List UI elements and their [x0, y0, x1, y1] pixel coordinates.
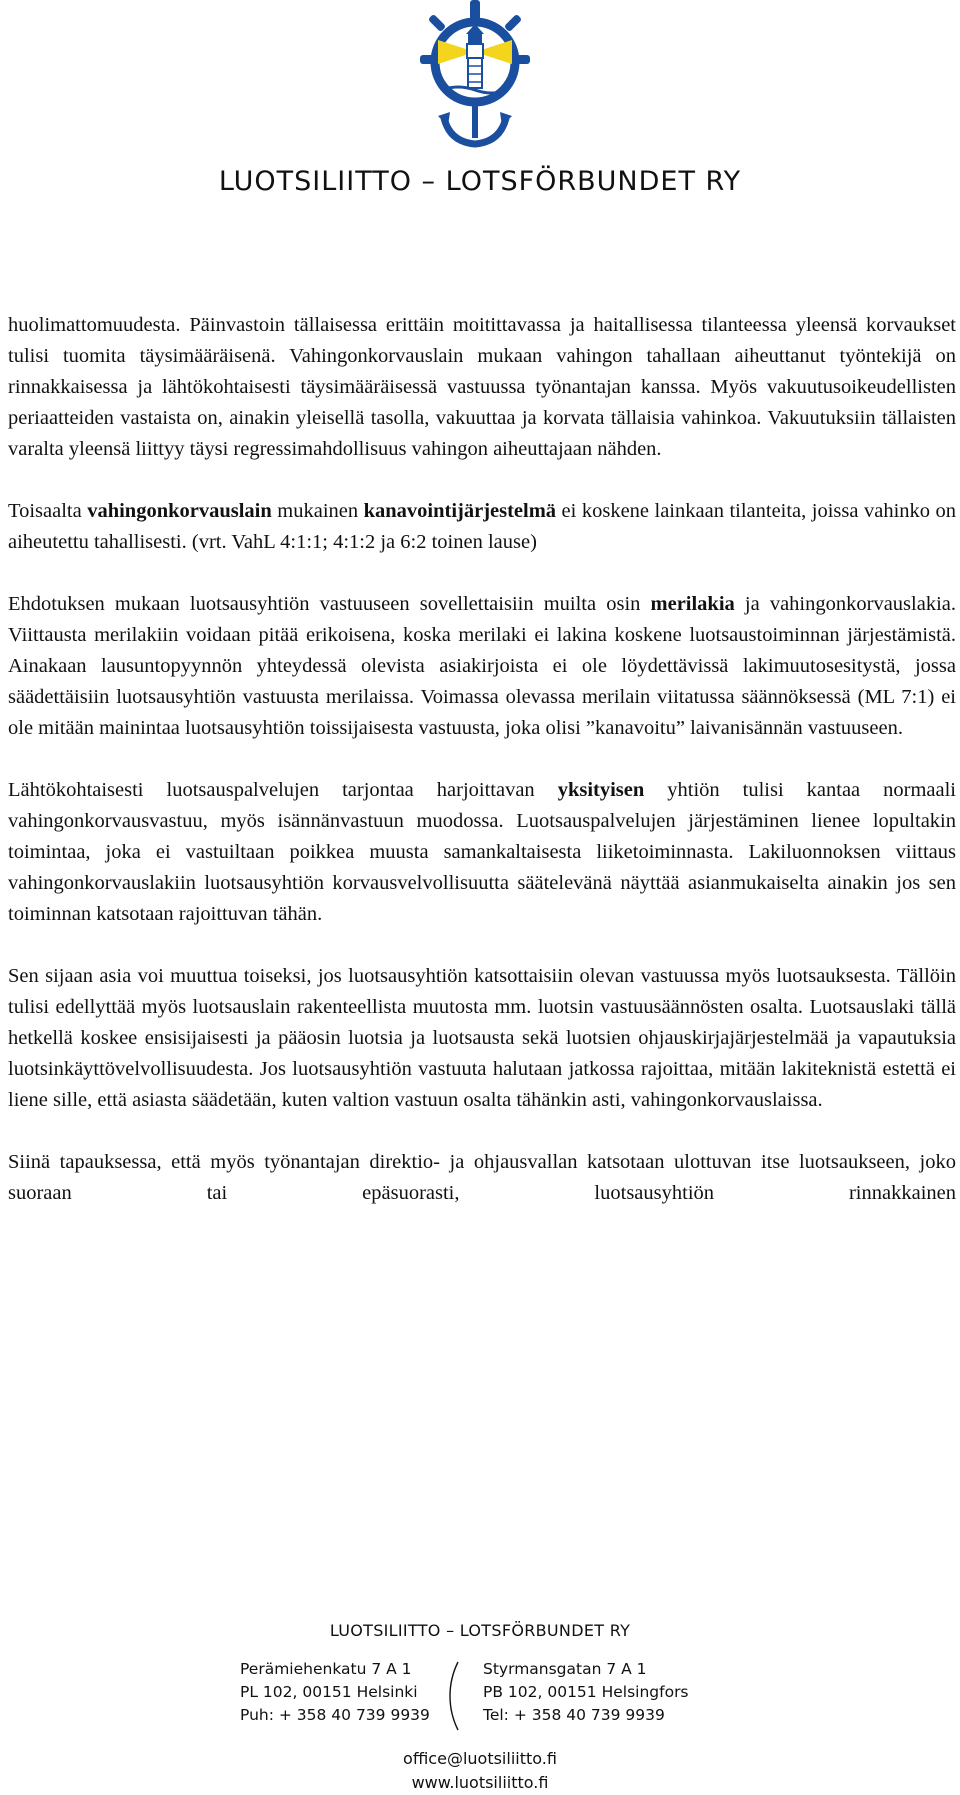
document-body: [8, 310, 956, 1209]
footer-address-finnish: [240, 1658, 430, 1727]
paragraph: Sen sijaan asia voi muuttua toiseksi, jos luotsausyhtiön katsottaisiin olevan vastuussa myös luotsauksesta. Tällöin tulisi edellyttää myös luotsauslain rakenteellista muutosta mm. luotsin vastuusäännösten osalta. Luotsauslaki tällä hetkellä koskee ensisijaisesti ja pääosin luotsia ja luotsausta sekä luotsien ohjauskirjajärjestelmää ja vapautuksia luotsinkäyttövelvollisuudesta. Jos luotsausyhtiön vastuuta halutaan jatkossa rajoittaa, mitään lakiteknistä estettä ei liene sille, että asiasta säädetään, kuten valtion vastuun osalta tähänkin asti, vahingonkorvauslaissa.: [8, 965, 956, 1111]
text-run: Lähtökohtaisesti luotsauspalvelujen tarjontaa harjoittavan: [8, 779, 558, 801]
bold-term: merilakia: [650, 593, 735, 615]
text-run: yhtiön tulisi kantaa normaali vahingonkorvausvastuu, myös isännänvastuun muodossa. Luotsauspalvelujen järjestäminen lienee lopultakin toimintaa, joka ei vastuiltaan poikkea muusta samankaltaisesta liiketoiminnasta. Lakiluonnoksen viittaus vahingonkorvauslakiin luotsausyhtiön korvausvelvollisuutta säätelevänä näyttää asianmukaiselta ainakin jos sen toiminnan katsotaan rajoittuvan tähän.: [8, 779, 956, 925]
text-run: Ehdotuksen mukaan luotsausyhtiön vastuuseen sovellettaisiin muilta osin: [8, 593, 651, 615]
header-org-name: LUOTSILIITTO – LOTSFÖRBUNDET RY: [218, 166, 742, 197]
address-phone: Puh: + 358 40 739 9939: [240, 1706, 430, 1724]
address-postal: PB 102, 00151 Helsingfors: [483, 1683, 689, 1701]
website-link[interactable]: www.luotsiliitto.fi: [411, 1773, 549, 1792]
address-postal: PL 102, 00151 Helsinki: [240, 1683, 418, 1701]
bold-term: kanavointijärjestelmä: [363, 500, 557, 522]
paragraph: [8, 589, 956, 744]
address-street: Styrmansgatan 7 A 1: [483, 1660, 647, 1678]
luotsiliitto-logo: [420, 0, 530, 150]
address-divider-brace: [447, 1660, 461, 1732]
address-phone: Tel: + 358 40 739 9939: [483, 1706, 665, 1724]
paragraph: Siinä tapauksessa, että myös työnantajan direktio- ja ohjausvallan katsotaan ulottuvan itse luotsaukseen, joko suoraan tai epäsuorasti, luotsausyhtiön rinnakkainen: [8, 1151, 956, 1204]
email-link[interactable]: office@luotsiliitto.fi: [403, 1749, 557, 1768]
text-run: ei koskene lainkaan tilanteita, joissa vahinko on aiheutettu tahallisesti. (vrt. VahL 4:1:1; 4:1:2 ja 6:2 toinen lause): [8, 500, 957, 553]
paragraph: [8, 496, 956, 558]
bold-term: vahingonkorvauslain: [87, 500, 272, 522]
paragraph: [8, 775, 956, 930]
address-street: Perämiehenkatu 7 A 1: [240, 1660, 412, 1678]
text-run: mukainen: [271, 500, 364, 522]
text-run: Toisaalta: [8, 500, 88, 522]
footer-address-swedish: [483, 1658, 689, 1727]
text-run: ja vahingonkorvauslakia. Viittausta merilakiin voidaan pitää erikoisena, koska merilaki ei lakina koskene luotsaustoiminnan järjestämistä. Ainakaan lausuntopyynnön yhteydessä olevista asiakirjoista ei ole löydettävissä lakimuutosesitystä, jossa säädettäisiin luotsausyhtiön vastuusta merilaissa. Voimassa olevassa merilain viitatussa säännöksessä (ML 7:1) ei ole mitään mainintaa luotsausyhtiön toissijaisesta vastuusta, joka olisi ”kanavoitu” laivanisännän vastuuseen.: [8, 593, 956, 739]
bold-term: yksityisen: [557, 779, 645, 801]
footer-org-name: LUOTSILIITTO – LOTSFÖRBUNDET RY: [329, 1621, 631, 1640]
paragraph: huolimattomuudesta. Päinvastoin tällaisessa erittäin moitittavassa ja haitallisessa tilanteessa yleensä korvaukset tulisi tuomita täysimääräisenä. Vahingonkorvauslain mukaan vahingon tahallaan aiheuttanut työntekijä on rinnakkaisessa ja lähtökohtaisesti täysimääräisessä vastuussa työnantajan kanssa. Myös vakuutusoikeudellisten periaatteiden vastaista on, ainakin yleisellä tasolla, vakuuttaa ja korvata tällaisia vahinkoa. Vakuutuksiin tällaisten varalta yleensä liittyy täysi regressimahdollisuus vahingon aiheuttajaan nähden.: [8, 314, 956, 460]
footer-contact: [0, 1747, 960, 1795]
